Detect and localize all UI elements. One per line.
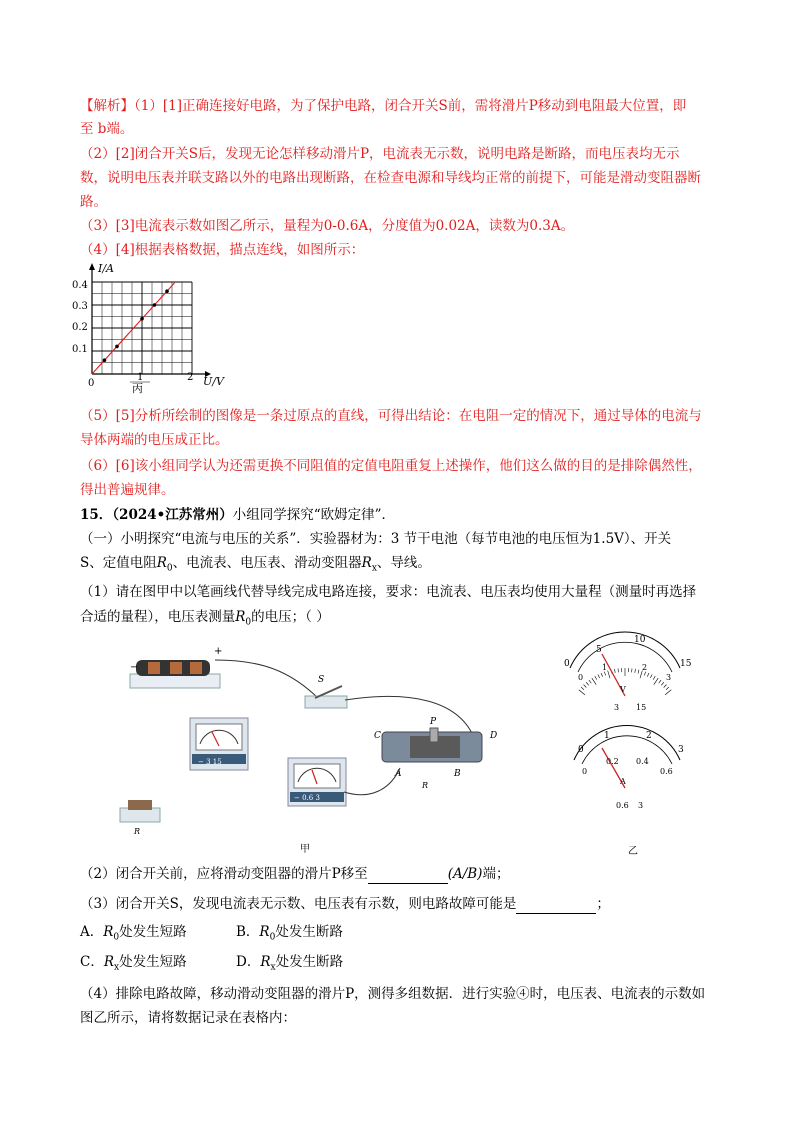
graph-bing — [70, 262, 224, 397]
data-point — [140, 317, 144, 321]
svg-text:0: 0 — [564, 659, 570, 669]
svg-text:0: 0 — [578, 673, 584, 682]
analysis-p6-b: 得出普遍规律。 — [80, 482, 175, 498]
analysis-p5-a: （5）[5]分析所绘制的图像是一条过原点的直线，可得出结论：在电阻一定的情况下，通过导体的电流与 — [80, 408, 702, 424]
figure-yi-caption: 乙 — [628, 846, 638, 857]
analysis-p6-a: （6）[6]该小组同学认为还需更换不同阻值的定值电阻重复上述操作，他们这么做的目的是排除偶然性， — [80, 458, 702, 474]
dial-tick — [608, 671, 610, 679]
svg-text:R: R — [422, 781, 429, 790]
dial-tick — [581, 687, 584, 690]
analysis-p5-b: 导体两端的电压成正比。 — [80, 432, 229, 448]
svg-text:A: A — [620, 777, 626, 786]
dial-tick — [592, 678, 596, 685]
dial-tick — [584, 685, 587, 688]
dial-tick — [589, 680, 591, 683]
dial-tick — [654, 678, 658, 685]
option-d[interactable]: D．$R_x$处发生断路 — [236, 954, 344, 973]
voltmeter-dial — [564, 632, 692, 712]
dial-tick — [653, 676, 655, 679]
analysis-p1-b: 至 b端。 — [80, 121, 134, 137]
dial-tick — [604, 672, 605, 676]
svg-text:0: 0 — [582, 767, 588, 776]
figure-yi — [560, 630, 700, 860]
svg-text:15: 15 — [680, 659, 692, 669]
analysis-p4: （4）[4]根据表格数据，描点连线，如图所示： — [80, 242, 365, 258]
svg-text:V: V — [620, 685, 626, 694]
svg-text:0.2: 0.2 — [606, 757, 619, 766]
ammeter-dial — [574, 726, 684, 810]
graph-xtick: 1 — [137, 372, 144, 383]
svg-text:P: P — [430, 717, 437, 727]
question-source: （2024•江苏常州） — [112, 507, 233, 523]
option-a[interactable]: A．$R_0$处发生短路 — [80, 924, 187, 943]
analysis-p2-c: 路。 — [80, 194, 107, 210]
part1-a: （一）小明探究“电流与电压的关系”．实验器材为：3 节干电池（每节电池的电压恒为1.5V）、开关 — [80, 531, 672, 547]
graph-ytick: 0.1 — [72, 344, 88, 355]
dial-tick — [644, 672, 645, 676]
svg-text:A: A — [395, 769, 402, 779]
dial-tick — [595, 676, 597, 679]
svg-text:− 3 15: − 3 15 — [198, 758, 222, 766]
dial-tick — [601, 673, 603, 677]
dial-tick — [579, 690, 585, 695]
analysis-p1-a: 【解析】（1）[1]正确连接好电路，为了保护电路，闭合开关S前，需将滑片P移动到电阻最大位置，即 — [80, 98, 687, 114]
graph-xtick: 2 — [187, 372, 194, 383]
dial-tick — [661, 682, 664, 685]
q4-a: （4）排除电路故障，移动滑动变阻器的滑片P，测得多组数据．进行实验④时，电压表、电流表的示数如 — [80, 986, 706, 1002]
dial-tick — [586, 682, 589, 685]
analysis-p3: （3）[3]电流表示数如图乙所示，量程为0-0.6A，分度值为0.02A，读数为0.3A。 — [80, 218, 575, 234]
dial-tick — [650, 674, 652, 678]
svg-text:3: 3 — [614, 703, 620, 712]
svg-text:1: 1 — [604, 731, 610, 741]
svg-text:3: 3 — [638, 801, 644, 810]
dial-tick — [635, 669, 636, 673]
svg-text:15: 15 — [636, 703, 647, 712]
svg-text:3: 3 — [678, 745, 684, 755]
dial-tick — [665, 690, 671, 695]
graph-ylabel: I/A — [98, 262, 114, 275]
part1-b: S、定值电阻$R_0$、电流表、电压表、滑动变阻器$R_x$、导线。 — [80, 555, 431, 574]
svg-text:2: 2 — [642, 663, 648, 672]
q3-blank[interactable] — [516, 899, 596, 914]
svg-text:0: 0 — [578, 745, 584, 755]
graph-ytick: 0.2 — [72, 322, 88, 333]
question-stem: 小组同学探究“欧姆定律”． — [232, 507, 396, 523]
graph-ytick: 0.3 — [72, 301, 88, 312]
q1-a: （1）请在图甲中以笔画线代替导线完成电路连接，要求：电流表、电压表均使用大量程（测量时再选择 — [80, 584, 697, 600]
resistor-icon — [120, 800, 160, 836]
battery-icon — [130, 646, 222, 688]
graph-xtick: 0 — [88, 378, 95, 389]
svg-text:5: 5 — [596, 645, 602, 655]
analysis-p2-b: 数，说明电压表并联支路以外的电路出现断路，在检查电源和导线均正常的前提下，可能是滑动变阻器断 — [80, 170, 701, 186]
question-header — [80, 505, 395, 525]
svg-text:− 0.6 3: − 0.6 3 — [294, 794, 320, 802]
figure-jia — [120, 640, 560, 860]
svg-text:C: C — [374, 731, 381, 741]
q1-b: 合适的量程），电压表测量$R_0$的电压；（ ） — [80, 609, 330, 628]
option-b[interactable]: B．$R_0$处发生断路 — [236, 924, 343, 943]
svg-text:3: 3 — [666, 673, 672, 682]
svg-text:0.6: 0.6 — [616, 801, 629, 810]
q2: （2）闭合开关前，应将滑动变阻器的滑片P移至 (A/B)端； — [80, 866, 510, 882]
data-point — [165, 289, 169, 293]
q4-b: 图乙所示，请将数据记录在表格内： — [80, 1010, 296, 1026]
graph-xlabel: U/V — [203, 375, 224, 388]
svg-text:S: S — [318, 675, 325, 685]
voltmeter-icon — [190, 718, 248, 770]
dial-tick — [659, 680, 661, 683]
dial-tick — [664, 685, 667, 688]
ammeter-icon — [288, 758, 346, 806]
rheostat-icon — [374, 717, 497, 790]
data-point — [153, 303, 157, 307]
svg-text:10: 10 — [634, 635, 646, 645]
svg-text:2: 2 — [646, 731, 652, 741]
graph-caption: 丙 — [132, 382, 143, 395]
analysis-p2-a: （2）[2]闭合开关S后，发现无论怎样移动滑片P，电流表无示数，说明电路是断路，而电压表均无示 — [80, 146, 680, 162]
dial-tick — [666, 687, 669, 690]
svg-text:B: B — [454, 769, 461, 779]
svg-text:0.4: 0.4 — [636, 757, 649, 766]
svg-text:D: D — [490, 731, 498, 741]
graph-ytick: 0.4 — [72, 280, 88, 291]
svg-text:1: 1 — [602, 663, 608, 672]
dial-tick — [598, 674, 600, 678]
q2-blank[interactable] — [368, 869, 448, 884]
data-point — [115, 345, 119, 349]
dial-tick — [614, 669, 615, 673]
question-number: 15． — [80, 507, 113, 523]
dial-tick — [647, 673, 649, 677]
option-c[interactable]: C．$R_x$处发生短路 — [80, 954, 187, 973]
data-point — [103, 358, 107, 362]
figure-jia-caption: 甲 — [300, 844, 310, 855]
q3: （3）闭合开关S，发现电流表无示数、电压表有示数，则电路故障可能是 ； — [80, 896, 610, 912]
svg-text:+: + — [214, 646, 223, 657]
svg-text:0.6: 0.6 — [660, 767, 673, 776]
dial-tick — [638, 670, 639, 674]
svg-text:−: − — [130, 662, 139, 673]
svg-text:R: R — [134, 827, 141, 836]
